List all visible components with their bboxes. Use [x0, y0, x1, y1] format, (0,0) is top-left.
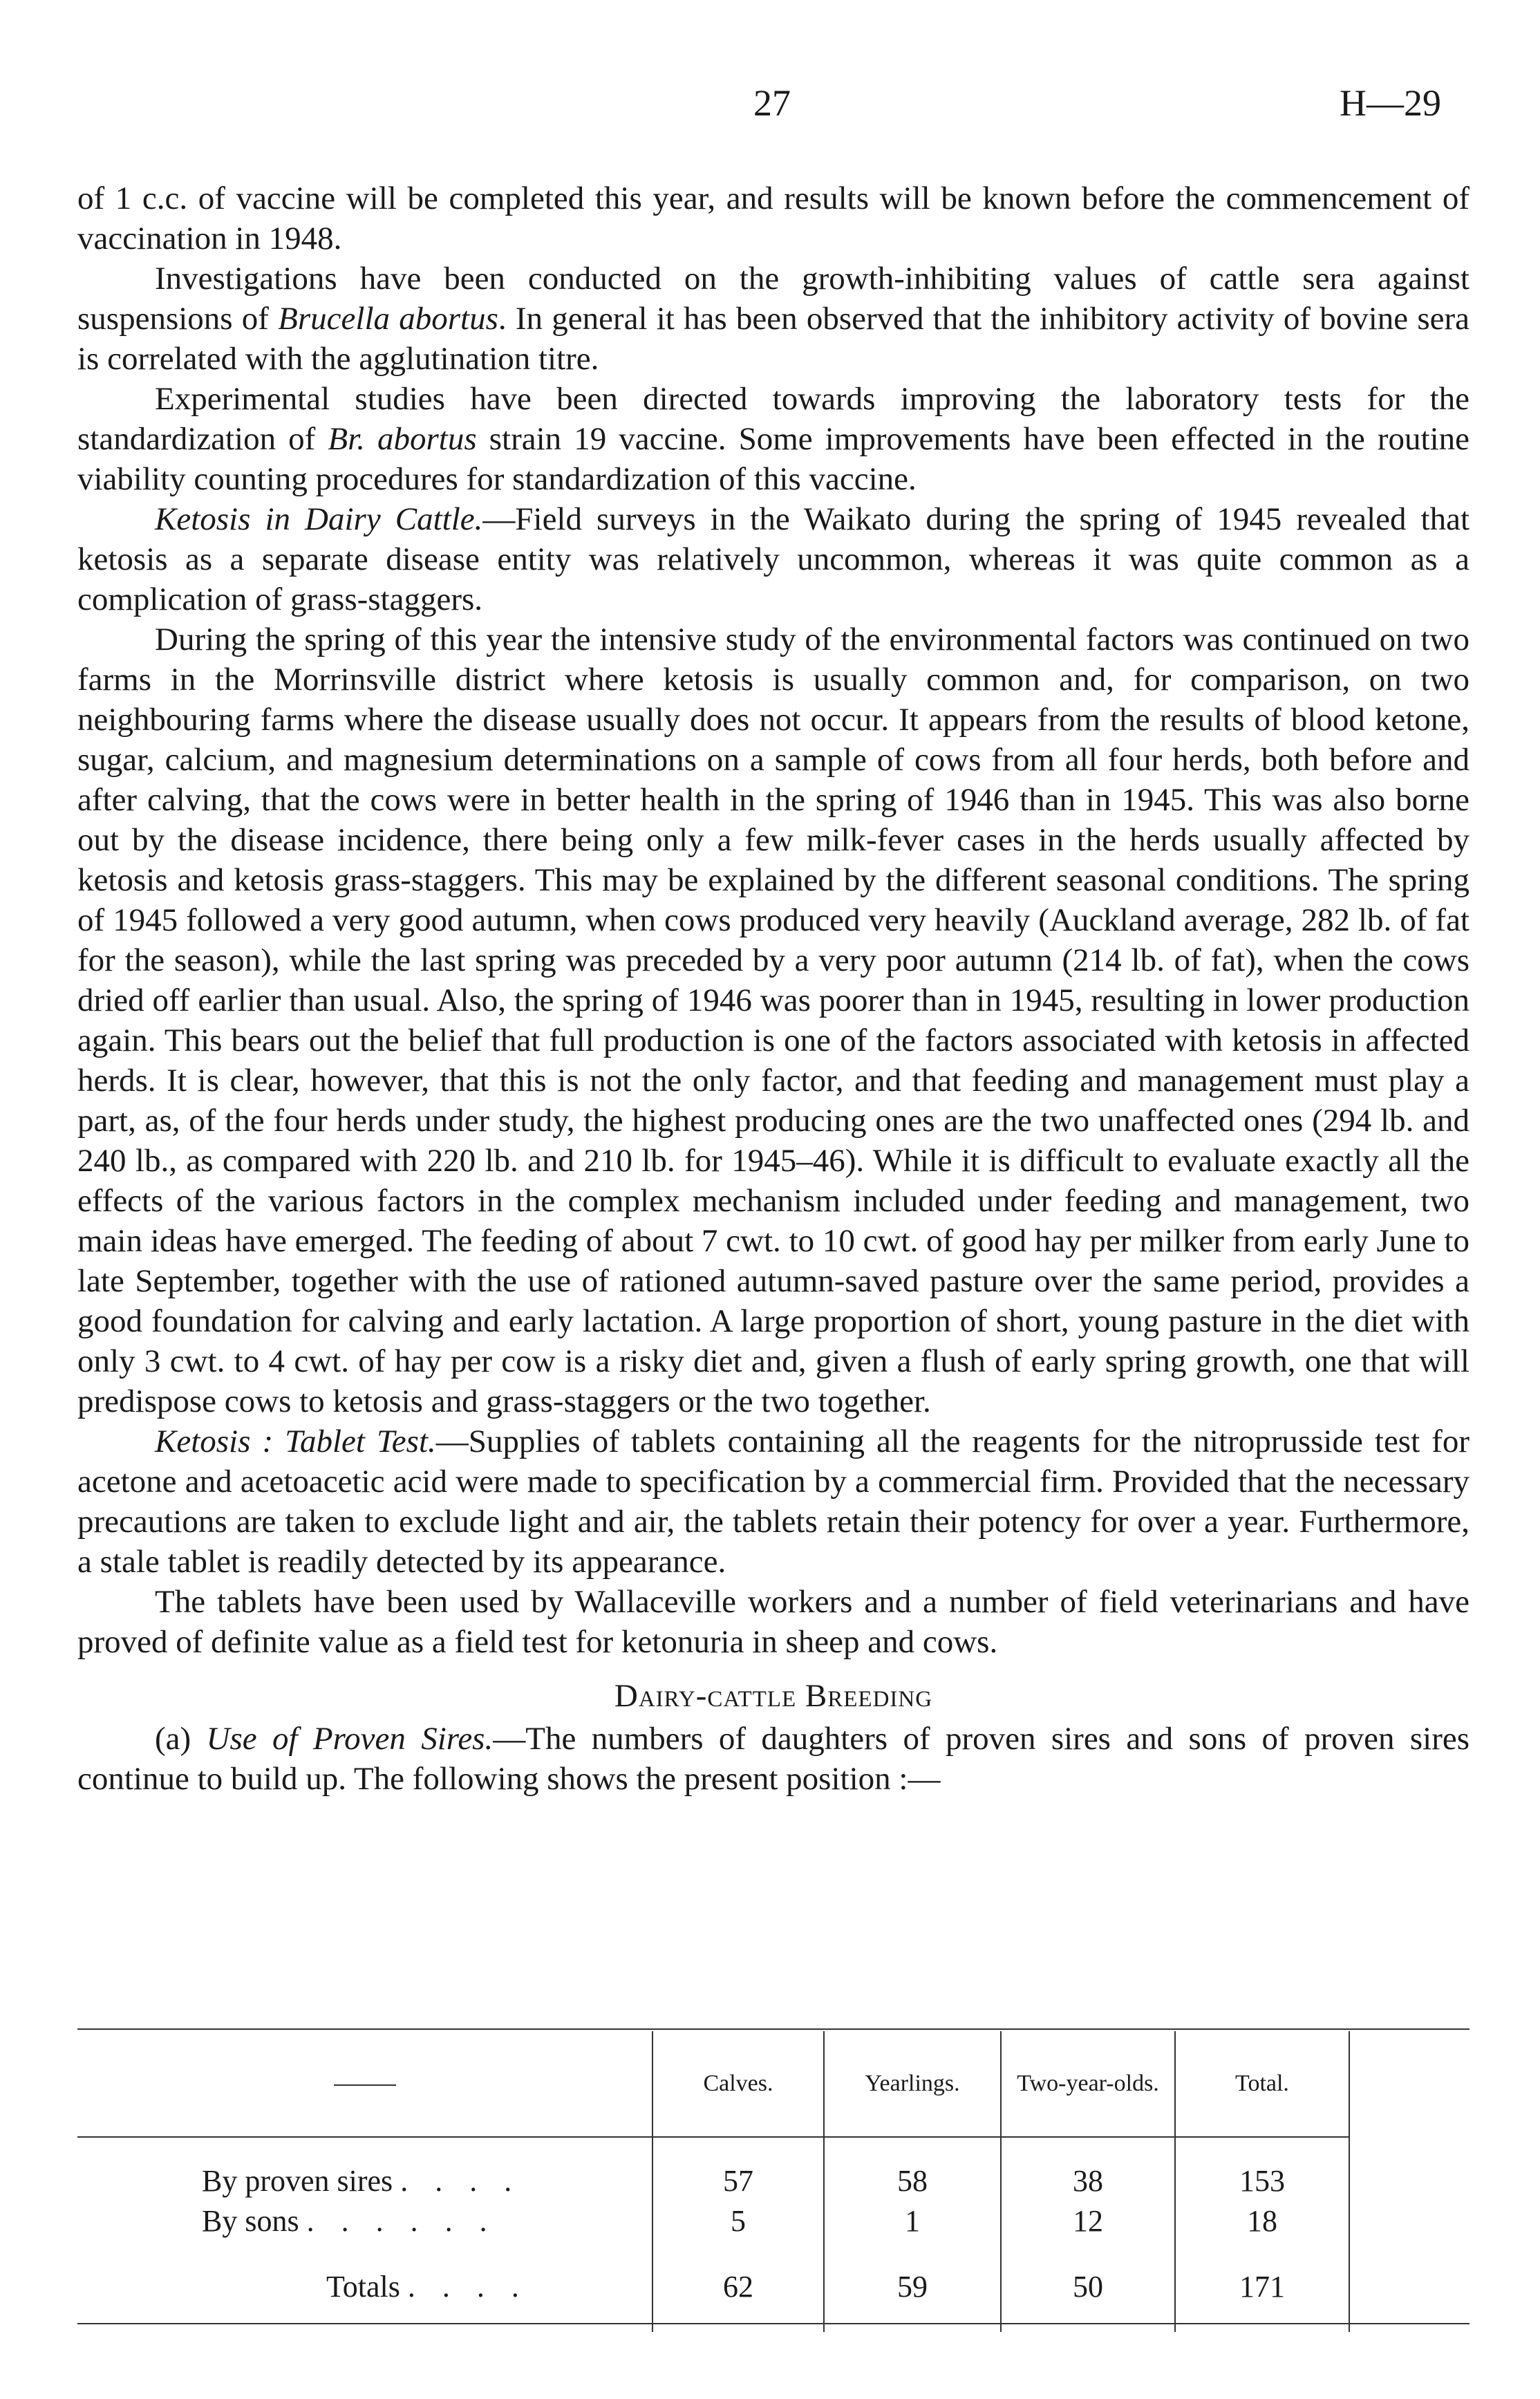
table-cell: 50 — [1001, 2241, 1175, 2332]
table-cell: 5 — [652, 2201, 824, 2241]
document-body — [77, 178, 1469, 1799]
row-label: By proven sires . . . . — [202, 2163, 522, 2198]
row-label: Totals . . . . — [326, 2269, 529, 2304]
column-spacer — [1349, 2241, 1469, 2332]
paragraph: The tablets have been used by Wallaceville workers and a number of field veterinarians and have proved of definite value as a field test for ketonuria in sheep and cows. — [77, 1584, 1469, 1660]
table-cell: 38 — [1001, 2137, 1175, 2201]
table-cell: 171 — [1175, 2241, 1349, 2332]
italic-term: Ketosis in Dairy Cattle. — [155, 501, 483, 537]
table-bottom-rule — [77, 2323, 1469, 2324]
column-spacer — [1349, 2031, 1469, 2137]
paragraph: Ketosis : Tablet Test.—Supplies of tablets containing all the reagents for the nitroprusside test for acetone and acetoacetic acid were made to specification by a commercial firm. Provided that the necessary precautions are taken to exclude light and air, the tablets retain their potency for over a year. Furthermore, a stale tablet is readily detected by its appearance. — [77, 1423, 1469, 1580]
paragraph: (a) Use of Proven Sires.—The numbers of daughters of proven sires and sons of proven sires continue to build up. The following shows the present position :— — [77, 1721, 1469, 1797]
column-spacer — [1349, 2137, 1469, 2201]
section-heading: Dairy-cattle Breeding — [614, 1678, 933, 1714]
paragraph: of 1 c.c. of vaccine will be completed this year, and results will be known before the commencement of vaccination in 1948. — [77, 180, 1469, 256]
sires-table — [77, 2031, 1469, 2332]
table-cell: 58 — [824, 2137, 1001, 2201]
column-header: Yearlings. — [824, 2031, 1001, 2137]
table-cell: 59 — [824, 2241, 1001, 2332]
column-header: Total. — [1175, 2031, 1349, 2137]
document-reference: H—29 — [1340, 82, 1441, 124]
paragraph: During the spring of this year the intensive study of the environmental factors was continued on two farms in the Morrinsville district where ketosis is usually common and, for comparison, on two neighbouring farms where the disease usually does not occur. It appears from the results of blood ketone, sugar, calcium, and magnesium determinations on a sample of cows from all four herds, both before and after calving, that the cows were in better health in the spring of 1946 than in 1945. This was also borne out by the disease incidence, there being only a few milk-fever cases in the herds usually affected by ketosis and ketosis grass-staggers. This may be explained by the different seasonal conditions. The spring of 1945 followed a very good autumn, when cows produced very heavily (Auckland average, 282 lb. of fat for the season), while the last spring was preceded by a very poor autumn (214 lb. of fat), when the cows dried off earlier than usual. Also, the spring of 1946 was poorer than in 1945, resulting in lower production again. This bears out the belief that full production is one of the factors associated with ketosis in affected herds. It is clear, however, that this is not the only factor, and that feeding and management must play a part, as, of the four herds under study, the highest producing ones are the two unaffected ones (294 lb. and 240 lb., as compared with 220 lb. and 210 lb. for 1945–46). While it is difficult to evaluate exactly all the effects of the various factors in the complex mechanism included under feeding and management, two main ideas have emerged. The feeding of about 7 cwt. to 10 cwt. of good hay per milker from early June to late September, together with the use of rationed autumn-saved pasture over the same period, provides a good foundation for calving and early lactation. A large proportion of short, young pasture in the diet with only 3 cwt. to 4 cwt. of hay per cow is a risky diet and, given a flush of early spring growth, one that will predispose cows to ketosis and grass-staggers or the two together. — [77, 622, 1469, 1419]
table-cell: 18 — [1175, 2201, 1349, 2241]
table-header-row — [77, 2031, 1469, 2137]
table-cell: 12 — [1001, 2201, 1175, 2241]
italic-term: Brucella abortus — [278, 301, 498, 337]
header-dash — [77, 2031, 652, 2137]
italic-term: Ketosis : Tablet Test. — [155, 1423, 436, 1459]
column-spacer — [1349, 2201, 1469, 2241]
page-header — [0, 82, 1540, 130]
totals-row — [77, 2241, 1469, 2332]
table-cell: 62 — [652, 2241, 824, 2332]
italic-term: Br. abortus — [328, 421, 477, 457]
table-cell: 153 — [1175, 2137, 1349, 2201]
table-cell: 57 — [652, 2137, 824, 2201]
table-row — [77, 2201, 1469, 2241]
column-header: Two-year-olds. — [1001, 2031, 1175, 2137]
table-row — [77, 2137, 1469, 2201]
column-header: Calves. — [652, 2031, 824, 2137]
paragraph: Ketosis in Dairy Cattle.—Field surveys in the Waikato during the spring of 1945 revealed that ketosis as a separate disease entity was relatively uncommon, whereas it was quite common as a complication of grass-staggers. — [77, 501, 1469, 617]
page-number: 27 — [753, 82, 791, 124]
italic-term: Use of Proven Sires. — [206, 1721, 494, 1757]
row-label: By sons . . . . . . — [202, 2203, 497, 2238]
table-cell: 1 — [824, 2201, 1001, 2241]
paragraph: Investigations have been conducted on the growth-inhibiting values of cattle sera against suspensions of Brucella abortus. In general it has been observed that the inhibitory activity of bovine sera is correlated with the agglutination titre. — [77, 261, 1469, 377]
paragraph: Experimental studies have been directed towards improving the laboratory tests for the standardization of Br. abortus strain 19 vaccine. Some improvements have been effected in the routine viability counting procedures for standardization of this vaccine. — [77, 381, 1469, 497]
table-top-rule — [77, 2028, 1469, 2030]
